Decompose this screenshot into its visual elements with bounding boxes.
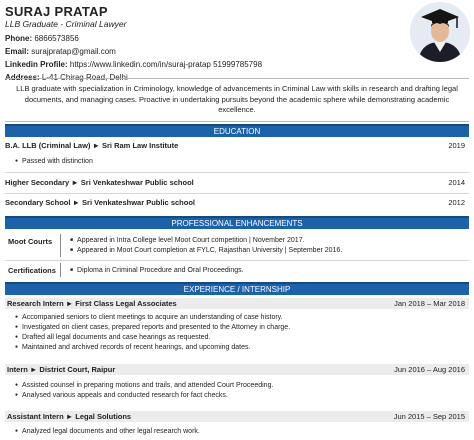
profile-photo	[410, 2, 470, 62]
profile-summary: LLB graduate with specialization in Criminology, knowledge of advancements in Criminal Law with skills in research and drafting legal documents, and managing cases. Proactive in undertaking pursuits beyond the academic sphere while demonstrating academic excellence.	[16, 84, 458, 114]
job-bullet: ● Drafted all legal documents and case hearings as requested.	[15, 333, 210, 343]
education-item	[5, 198, 469, 208]
email-label: Email:	[5, 47, 30, 56]
education-title: Secondary School ► Sri Venkateshwar Public school	[5, 198, 195, 207]
job-title: Assistant Intern ► Legal Solutions	[7, 412, 132, 421]
linkedin-label: Linkedin Profile:	[5, 60, 68, 69]
header-divider	[5, 78, 469, 79]
phone-line	[5, 32, 410, 45]
job-bullet: ● Analyzed legal documents and other legal research work.	[15, 427, 200, 437]
row-divider	[5, 193, 469, 194]
email-line	[5, 45, 410, 58]
moot-court-item: ■ Appeared in Moot Court completion at FYLC, Rajasthan University | September 2016.	[70, 246, 342, 256]
moot-court-item: ■ Appeared in Intra College level Moot Court competition | November 2017.	[70, 236, 305, 246]
row-divider	[5, 260, 469, 261]
moot-courts-label: Moot Courts	[8, 237, 53, 246]
job-bullet: ● Accompanied seniors to client meetings to acquire an understanding of case history.	[15, 313, 283, 323]
education-title: B.A. LLB (Criminal Law) ► Sri Ram Law Institute	[5, 141, 179, 150]
row-divider	[5, 172, 469, 173]
education-title: Higher Secondary ► Sri Venkateshwar Public school	[5, 178, 194, 187]
job-title: Research Intern ► First Class Legal Associates	[7, 299, 177, 308]
education-year: 2014	[448, 178, 465, 187]
job-bullet: ● Analysed various appeals and conducted research for fact checks.	[15, 391, 228, 401]
candidate-subtitle: LLB Graduate - Criminal Lawyer	[5, 19, 127, 29]
education-item	[5, 141, 469, 151]
phone-label: Phone:	[5, 34, 33, 43]
job-header	[5, 298, 469, 309]
job-header	[5, 364, 469, 375]
education-note: ● Passed with distinction	[15, 157, 93, 167]
job-date: Jun 2016 – Aug 2016	[394, 365, 465, 374]
certification-item: ■ Diploma in Criminal Procedure and Oral Proceedings.	[70, 266, 244, 276]
section-vertical-rule	[60, 234, 61, 257]
professional-heading: PROFESSIONAL ENHANCEMENTS	[5, 216, 469, 229]
job-date: Jan 2018 – Mar 2018	[394, 299, 465, 308]
education-heading: EDUCATION	[5, 124, 469, 137]
job-header	[5, 411, 469, 422]
linkedin-value: https://www.linkedin.com/in/suraj-pratap 51999785798	[69, 60, 263, 69]
phone-value: 6866573856	[34, 34, 79, 43]
education-year: 2012	[448, 198, 465, 207]
job-bullet: ● Investigated on client cases, prepared reports and presented to the Attorney in charge.	[15, 323, 290, 333]
job-bullet: ● Maintained and archived records of recent hearings, and upcoming dates.	[15, 343, 250, 353]
email-value: surajpratap@gmail.com	[31, 47, 116, 56]
job-date: Jun 2015 – Sep 2015	[393, 412, 465, 421]
education-year: 2019	[448, 141, 465, 150]
linkedin-line	[5, 58, 410, 71]
education-item	[5, 178, 469, 188]
job-bullet: ● Assisted counsel in preparing motions and trails, and attended Court Proceeding.	[15, 381, 273, 391]
certifications-label: Certifications	[8, 266, 56, 275]
section-vertical-rule	[60, 263, 61, 277]
candidate-name: SURAJ PRATAP	[5, 4, 108, 19]
graduate-avatar-icon	[410, 2, 470, 62]
resume-header	[5, 4, 410, 84]
summary-divider	[5, 121, 469, 122]
job-title: Intern ► District Court, Raipur	[7, 365, 116, 374]
experience-heading: EXPERIENCE / INTERNSHIP	[5, 282, 469, 295]
